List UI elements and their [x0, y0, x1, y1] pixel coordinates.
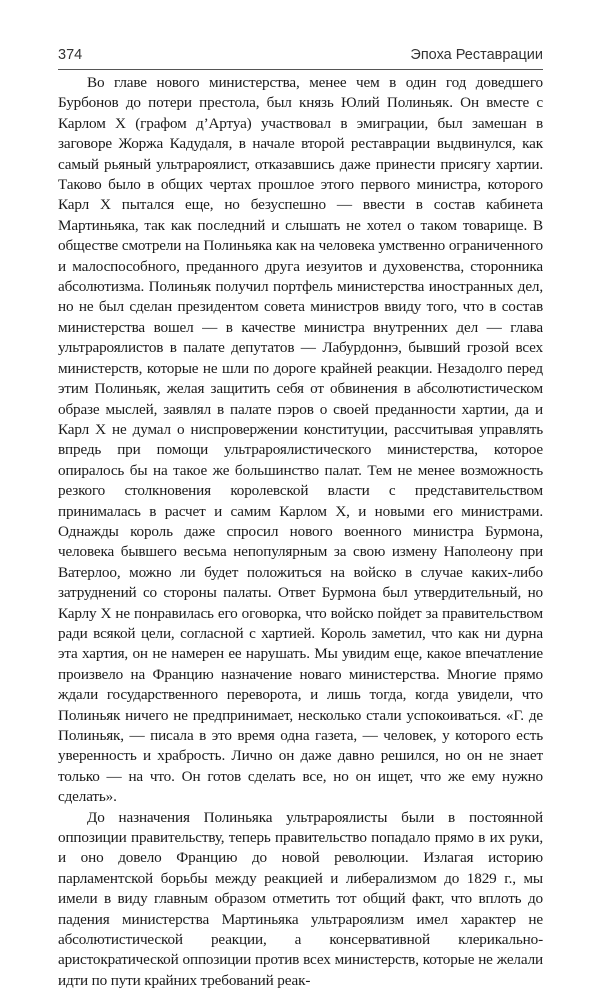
body-text — [58, 73, 543, 991]
paragraph: Во главе нового министерства, менее чем в один год доведшего Бурбонов до потери престола, был князь Юлий Полиньяк. Он вместе с Карлом X (графом д’Артуа) участвовал в эмиграции, был замешан в заговоре Жоржа Кадудаля, в начале второй реставрации выдвинулся, как самый рьяный ультрароялист, отказавшись даже принести присягу хартии. Таково было в общих чертах прошлое этого первого министра, которого Карл X пытался еще, но безуспешно — ввести в состав кабинета Мартиньяка, так как последний и слышать не хотел о таком товарище. В обществе смотрели на Полиньяка как на человека умственно ограниченного и малоспособного, преданного друга иезуитов и духовенства, сторонника абсолютизма. Полиньяк получил портфель министерства иностранных дел, но не был сделан президентом совета министров ввиду того, что в состав министерства вошел — в качестве министра внутренних дел — глава ультрароялистов в палате депутатов — Лабурдоннэ, бывший грозой всех министерств, которые не шли по дороге крайней реакции. Незадолго перед этим Полиньяк, желая защитить себя от обвинения в абсолютистическом образе мыслей, заявлял в палате пэров о своей преданности хартии, да и Карл X не думал о ниспровержении конституции, рассчитывая управлять впредь при помощи ультрароялистического министерства, которое опиралось бы на такое же большинство палат. Тем не менее возможность резкого столкновения королевской власти с представительством принималась в расчет и самим Карлом X, и новыми его министрами. Однажды король даже спросил нового военного министра Бурмона, человека бывшего весьма непопулярным за свою измену Наполеону при Ватерлоо, можно ли будет положиться на войско в случае каких-либо затруднений со стороны палаты. Ответ Бурмона был утвердительный, но Карлу X не понравилась его оговорка, что войско пойдет за правительством ради всякой цели, согласной с хартией. Король заметил, что как ни дурна эта хартия, он не намерен ее нарушать. Мы увидим еще, какое впечатление произвело на Францию назначение новаго министерства. Многие прямо ждали государственного переворота, и лишь тогда, когда увидели, что Полиньяк ничего не предпринимает, несколько стали успокоиваться. «Г. де Полиньяк, — писала в это время одна газета, — человек, у которого есть уверенность и храбрость. Лично он даже давно решился, но он не знает только — на что. Он готов сделать все, но он ищет, что же ему нужно сделать». — [58, 74, 543, 806]
paragraph: До назначения Полиньяка ультрароялисты были в постоянной оппозиции правительству, теперь правительство попадало прямо в их руки, и оно довело Францию до новой революции. Излагая историю парламентской борьбы между реакцией и либерализмом до 1829 г., мы имели в виду главным образом отметить тот общий факт, что вплоть до падения министерства Мартиньяка ультрароялизм имел характер не абсолютистической реакции, а консервативной клерикально-аристократической оппозиции против всех министерств, которые не желали идти по пути крайних требований реак- — [58, 808, 543, 989]
section-title: Эпоха Реставрации — [410, 47, 543, 63]
header-rule — [58, 69, 543, 70]
page-number: 374 — [58, 47, 83, 63]
running-head — [58, 44, 543, 66]
